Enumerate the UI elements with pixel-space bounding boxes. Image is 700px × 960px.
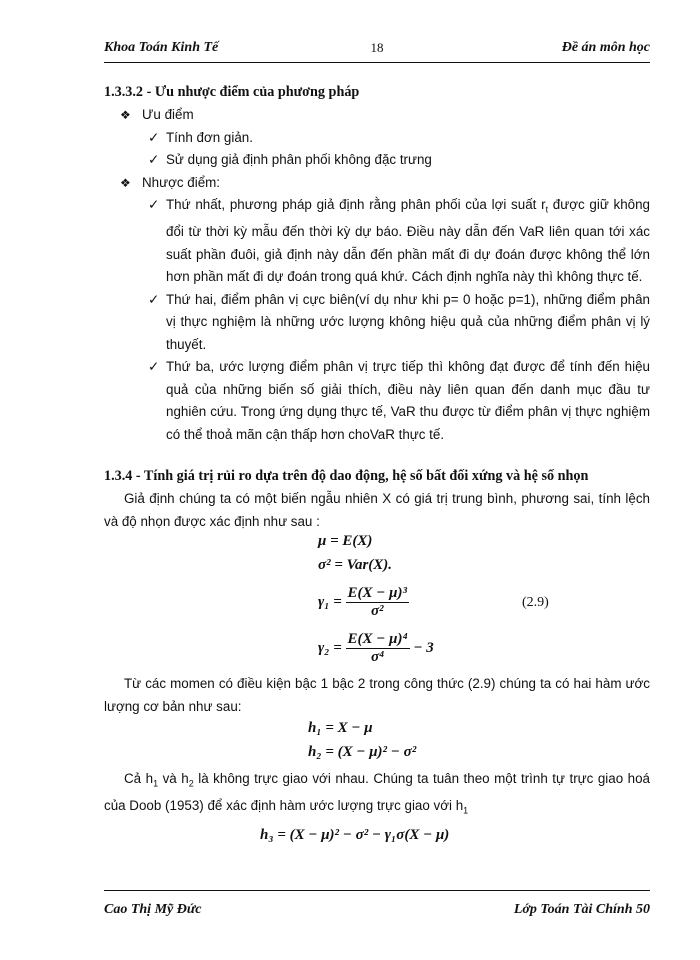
- check-bullet-icon: ✓: [148, 197, 160, 212]
- check-bullet-icon: ✓: [148, 359, 160, 375]
- equation-sigma: σ² = Var(X).: [318, 557, 393, 574]
- cons-item: ✓ Thứ hai, điểm phân vị cực biên(ví dụ như khi p= 0 hoặc p=1), những điểm phân vị thực nghiệm là những ước lượng không hiệu quả của những điểm phân vị lý thuyết.: [104, 289, 650, 357]
- equation-h1: h₁ = X − μ: [308, 720, 373, 737]
- equation-h3: h₃ = (X − μ)² − σ² − γ₁σ(X − μ): [260, 826, 450, 843]
- diamond-bullet-icon: ❖: [120, 175, 131, 190]
- cons-heading: ❖ Nhược điểm:: [104, 172, 650, 195]
- footer-left: Cao Thị Mỹ Đức: [104, 902, 202, 917]
- header-right: Đề án môn học: [561, 40, 650, 55]
- section-title-134: 1.3.4 - Tính giá trị rủi ro dựa trên độ dao động, hệ số bất đối xứng và hệ số nhọn: [104, 468, 589, 485]
- cons-item: ✓ Thứ nhất, phương pháp giả định rằng phân phối của lợi suất $r_t$ được giữ không đổi từ thời kỳ mẫu đến thời kỳ dự báo. Điều này dẫn đến VaR liên quan tới xác suất phần đuôi, giả định này dẫn đến phần mất đi dự đoán được không thể lớn hơn phần mất đi dự đoán trong quá khứ. Cách định nghĩa này thì không thực tế.: [104, 194, 650, 289]
- section-title-1332: 1.3.3.2 - Ưu nhược điểm của phương pháp: [104, 84, 360, 100]
- check-bullet-icon: ✓: [148, 152, 160, 167]
- check-bullet-icon: ✓: [148, 291, 160, 307]
- page-body: [104, 80, 650, 851]
- equation-block-h3: [104, 823, 650, 851]
- equation-h2: h₂ = (X − μ)² − σ²: [308, 744, 417, 761]
- page-header: [104, 40, 650, 62]
- equation-gamma1: γ₁ = $\frac{\text{E(X − μ)³}}{\text{σ²}}$: [318, 585, 407, 620]
- orthogonal-paragraph: Cả $h_1$ và $h_2$ là không trực giao với nhau. Chúng ta tuân theo một trình tự trực giao hoá của Doob (1953) để xác định hàm ước lượng trực giao với $h_1$: [104, 771, 650, 817]
- equation-mu: μ = E(X): [318, 533, 373, 550]
- diamond-bullet-icon: ❖: [120, 108, 131, 122]
- footer-right: Lớp Toán Tài Chính 50: [513, 902, 650, 917]
- header-rule: [104, 62, 650, 63]
- equation-gamma2: γ₂ = $\frac{\text{E(X − μ)⁴}}{\text{σ⁴}}$ − 3: [318, 631, 434, 666]
- header-left: Khoa Toán Kinh Tế: [104, 40, 219, 55]
- equation-label: (2.9): [522, 595, 549, 611]
- pros-heading: ❖ Ưu điểm: [104, 104, 650, 127]
- page-number: 18: [370, 40, 384, 55]
- pros-item: ✓ Tính đơn giản.: [104, 127, 650, 150]
- intro-paragraph: Giả định chúng ta có một biến ngẫu nhiên X có giá trị trung bình, phương sai, tính lệch và độ nhọn được xác định như sau :: [104, 491, 650, 529]
- moments-paragraph: Từ các momen có điều kiện bậc 1 bậc 2 trong công thức (2.9) chúng ta có hai hàm ước lượng cơ bản như sau:: [104, 676, 650, 714]
- footer-rule: [104, 890, 650, 891]
- check-bullet-icon: ✓: [148, 129, 160, 145]
- equation-block-29: [104, 533, 650, 673]
- cons-item: ✓ Thứ ba, ước lượng điểm phân vị trực tiếp thì không đạt được để tính đến hiệu quả của những biến số giải thích, điều này liên quan đến danh mục đầu tư nghiên cứu. Trong ứng dụng thực tế, VaR thu được từ điểm phân vị thực nghiệm có thể thoả mãn cận thấp hơn choVaR thực tế.: [104, 356, 650, 446]
- equation-block-h: [104, 718, 650, 768]
- pros-item: ✓ Sử dụng giả định phân phối không đặc trưng: [104, 149, 650, 172]
